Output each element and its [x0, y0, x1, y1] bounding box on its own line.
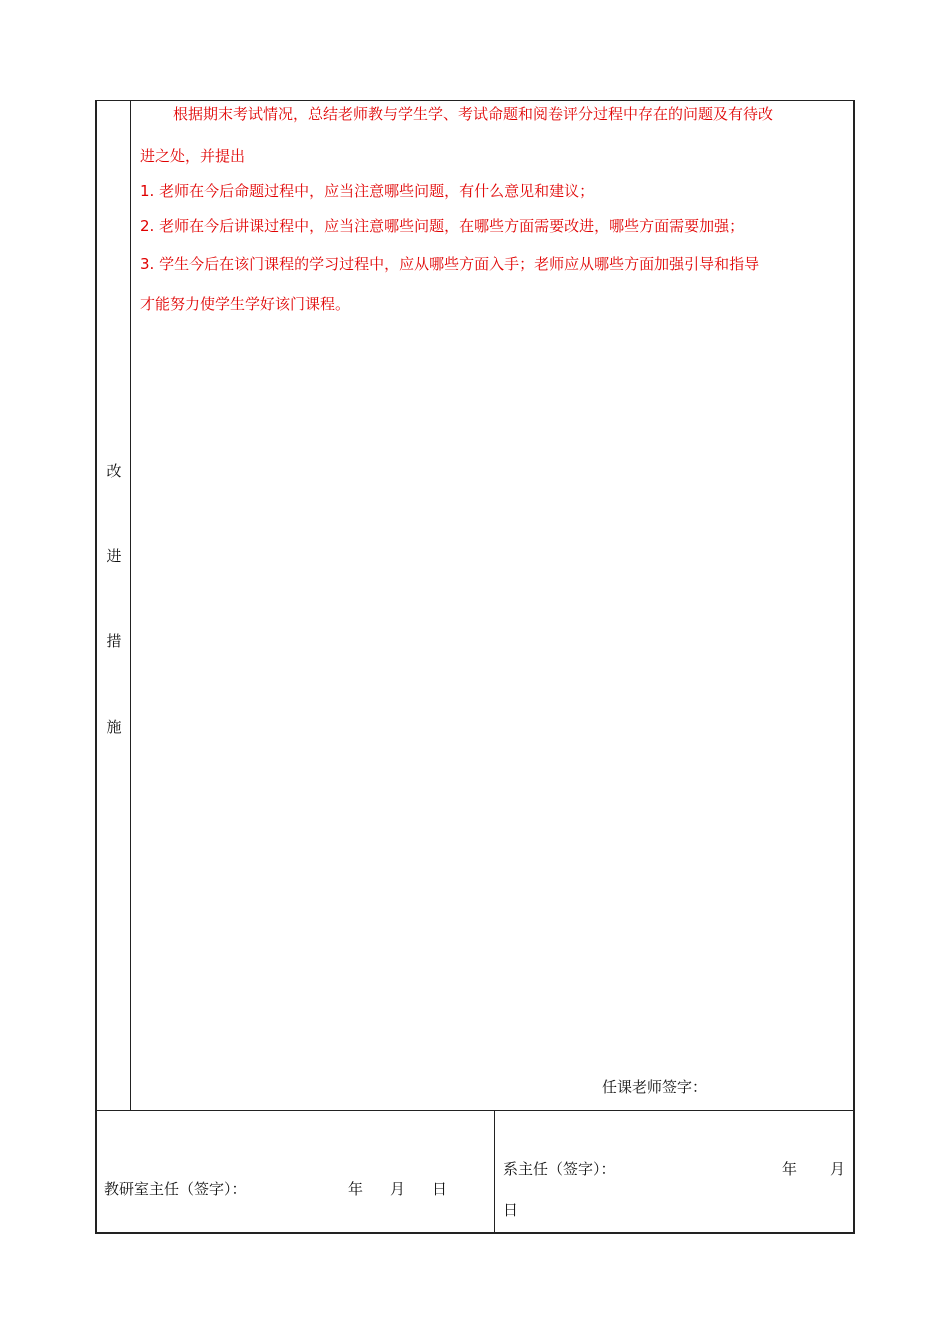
instruction-item-2: 2. 老师在今后讲课过程中，应当注意哪些问题，在哪些方面需要改进，哪些方面需要加强； — [140, 217, 745, 235]
label-column-divider — [130, 100, 131, 1110]
office-director-year: 年 — [348, 1180, 364, 1198]
office-director-month: 月 — [390, 1180, 406, 1198]
instruction-item-3-line2: 才能努力使学生学好该门课程。 — [140, 295, 351, 313]
dept-director-month: 月 — [830, 1160, 846, 1178]
dept-director-label: 系主任（签字）： — [503, 1160, 616, 1178]
section-label-char: 进 — [106, 547, 122, 565]
instruction-item-3-line1: 3. 学生今后在该门课程的学习过程中，应从哪些方面入手；老师应从哪些方面加强引导和指导 — [140, 255, 760, 273]
section-label-char: 措 — [106, 632, 122, 650]
teacher-signature-label: 任课老师签字： — [602, 1078, 708, 1096]
office-director-day: 日 — [432, 1180, 448, 1198]
instruction-intro-line2: 进之处，并提出 — [140, 147, 246, 165]
signature-row-split — [494, 1110, 495, 1234]
signature-row-divider — [95, 1110, 855, 1111]
office-director-label: 教研室主任（签字）： — [104, 1180, 247, 1198]
section-label-char: 改 — [106, 462, 122, 480]
section-label-char: 施 — [106, 718, 122, 736]
dept-director-year: 年 — [782, 1160, 798, 1178]
dept-director-day: 日 — [503, 1201, 519, 1219]
instruction-item-1: 1. 老师在今后命题过程中，应当注意哪些问题，有什么意见和建议； — [140, 182, 595, 200]
instruction-intro-line1: 根据期末考试情况，总结老师教与学生学、考试命题和阅卷评分过程中存在的问题及有待改 — [173, 105, 774, 123]
